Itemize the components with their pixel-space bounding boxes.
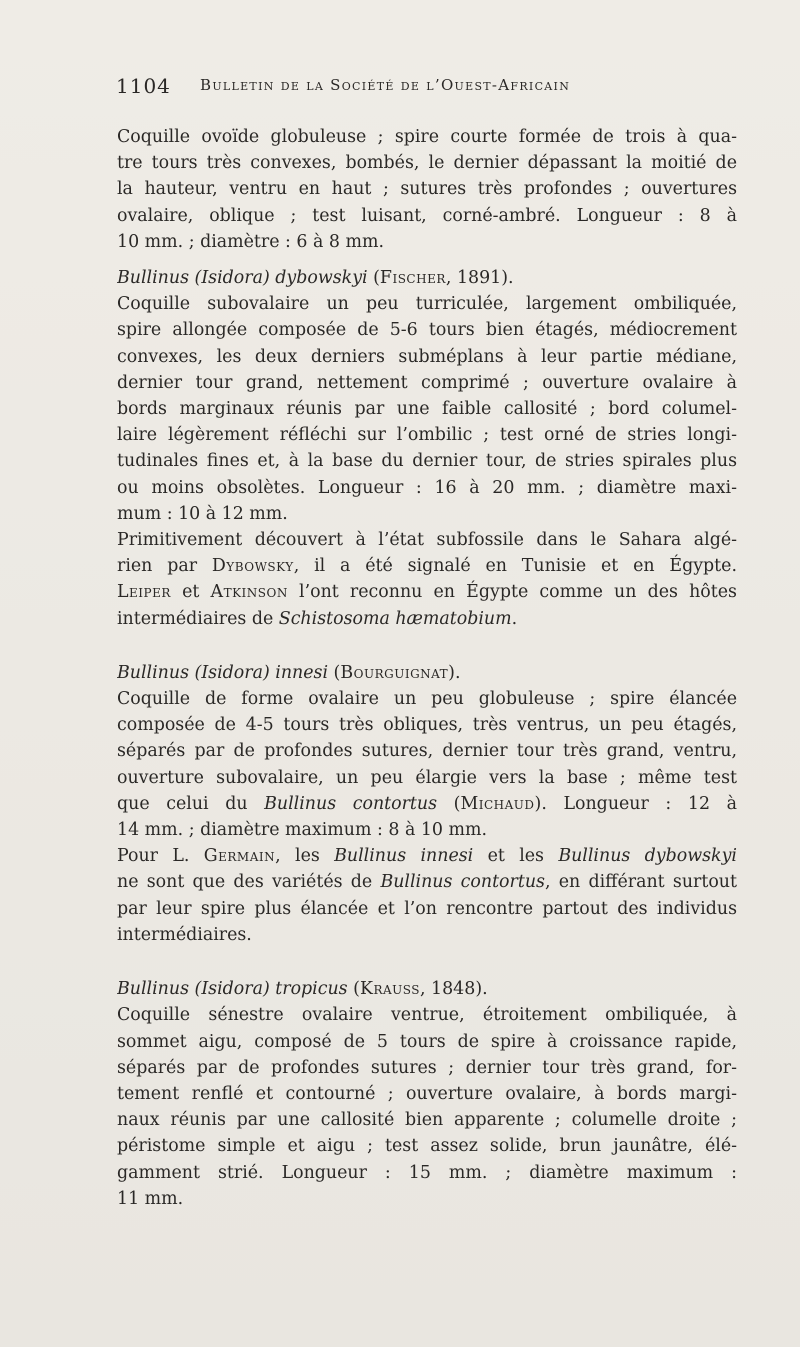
- description-innesi: [117, 686, 737, 843]
- author-name: Dybowsky: [211, 556, 294, 577]
- subgenus: (Isidora): [194, 662, 270, 683]
- text-line: composée de 4-5 tours très obliques, très ventrus, un peu étagés,: [117, 715, 737, 736]
- text-line: tement renflé et contourné ; ouverture ovalaire, à bords margi-: [117, 1083, 737, 1104]
- species-heading-tropicus: Bullinus (Isidora) tropicus (Krauss, 1848).: [117, 979, 488, 1000]
- authority: Krauss: [359, 979, 420, 1000]
- species-name: innesi: [275, 662, 329, 683]
- species-italic: Schistosoma hæmatobium: [278, 608, 512, 629]
- text-line: intermédiaires.: [117, 924, 252, 945]
- running-head: [116, 74, 716, 104]
- text-line: gamment strié. Longueur : 15 mm. ; diamètre maximum :: [117, 1162, 737, 1183]
- text-line: rien par Dybowsky, il a été signalé en Tunisie et en Égypte.: [117, 556, 737, 577]
- text-line: la hauteur, ventru en haut ; sutures très profondes ; ouvertures: [117, 179, 737, 200]
- subgenus: (Isidora): [194, 268, 270, 289]
- text-line: que celui du Bullinus contortus (Michaud). Longueur : 12 à: [117, 793, 737, 814]
- journal-title: Bulletin de la Société de l’Ouest-Africain: [200, 76, 571, 94]
- text-line: naux réunis par une callosité bien apparente ; columelle droite ;: [117, 1110, 737, 1131]
- text-line: tudinales fines et, à la base du dernier tour, de stries spirales plus: [117, 451, 737, 472]
- description-dybowskyi: [117, 291, 737, 527]
- text-line: convexes, les deux derniers subméplans à leur partie médiane,: [117, 346, 737, 367]
- genus: Bullinus: [117, 662, 189, 683]
- text-line: séparés par de profondes sutures, dernier tour très grand, ventru,: [117, 741, 737, 762]
- text-line: dernier tour grand, nettement comprimé ; ouverture ovalaire à: [117, 372, 737, 393]
- author-name: Atkinson: [210, 582, 288, 603]
- species-name: dybowskyi: [275, 268, 368, 289]
- text-line: Coquille ovoïde globuleuse ; spire courte formée de trois à qua-: [117, 127, 737, 147]
- text-line: péristome simple et aigu ; test assez solide, brun jaunâtre, élé-: [117, 1136, 737, 1157]
- species-italic: Bullinus innesi: [334, 846, 474, 867]
- species-name: tropicus: [275, 979, 348, 1000]
- text-line: tre tours très convexes, bombés, le dernier dépassant la moitié de: [117, 153, 737, 174]
- species-italic: Bullinus dybowskyi: [558, 846, 737, 867]
- author-name: Leiper: [117, 582, 171, 603]
- genus: Bullinus: [117, 979, 189, 1000]
- text-line: sommet aigu, composé de 5 tours de spire à croissance rapide,: [117, 1031, 737, 1052]
- text-line: Primitivement découvert à l’état subfossile dans le Sahara algé-: [117, 530, 737, 551]
- text-line: ouverture subovalaire, un peu élargie vers la base ; même test: [117, 767, 737, 788]
- text-line: Pour L. Germain, les Bullinus innesi et les Bullinus dybowskyi: [117, 846, 737, 867]
- note-dybowskyi: [117, 527, 737, 632]
- authority: Fischer: [379, 268, 446, 289]
- species-heading-innesi: Bullinus (Isidora) innesi (Bourguignat).: [117, 662, 461, 683]
- text-line: Coquille subovalaire un peu turriculée, largement ombiliquée,: [117, 294, 737, 315]
- text-line: ou moins obsolètes. Longueur : 16 à 20 mm. ; diamètre maxi-: [117, 477, 737, 498]
- text-line: ovalaire, oblique ; test luisant, corné-ambré. Longueur : 8 à: [117, 205, 737, 226]
- text-line: par leur spire plus élancée et l’on rencontre partout des individus: [117, 898, 737, 919]
- text-line: 11 mm.: [117, 1188, 184, 1209]
- note-innesi: [117, 843, 737, 948]
- subgenus: (Isidora): [194, 979, 270, 1000]
- page-number: 1104: [116, 74, 171, 98]
- text-line: laire légèrement réfléchi sur l’ombilic ; test orné de stries longi-: [117, 425, 737, 446]
- text-line: Leiper et Atkinson l’ont reconnu en Égypte comme un des hôtes: [117, 582, 737, 603]
- text-line: bords marginaux réunis par une faible callosité ; bord columel-: [117, 399, 737, 420]
- text-line: ne sont que des variétés de Bullinus contortus, en différant surtout: [117, 872, 737, 893]
- genus: Bullinus: [117, 268, 189, 289]
- text-line: séparés par de profondes sutures ; dernier tour très grand, for-: [117, 1057, 737, 1078]
- year: ).: [448, 662, 461, 683]
- author-name: Michaud: [460, 793, 535, 814]
- text-line: 14 mm. ; diamètre maximum : 8 à 10 mm.: [117, 820, 488, 841]
- body-text: [117, 124, 737, 1212]
- authority: Bourguignat: [340, 662, 449, 683]
- year: 1891).: [456, 268, 514, 289]
- paragraph-intro: [117, 124, 737, 255]
- text-line: intermédiaires de Schistosoma hæmatobium.: [117, 608, 518, 629]
- text-line: Coquille de forme ovalaire un peu globuleuse ; spire élancée: [117, 689, 737, 710]
- description-tropicus: [117, 1002, 737, 1212]
- species-italic: Bullinus contortus: [264, 793, 438, 814]
- author-name: Germain: [203, 846, 276, 867]
- year: , 1848).: [420, 979, 488, 1000]
- text-line: mum : 10 à 12 mm.: [117, 503, 288, 524]
- text-line: Coquille sénestre ovalaire ventrue, étroitement ombiliquée, à: [117, 1005, 737, 1026]
- species-italic: Bullinus contortus: [380, 872, 545, 893]
- text-line: 10 mm. ; diamètre : 6 à 8 mm.: [117, 231, 385, 252]
- text-line: spire allongée composée de 5-6 tours bien étagés, médiocrement: [117, 320, 737, 341]
- species-heading-dybowskyi: Bullinus (Isidora) dybowskyi (Fischer, 1891).: [117, 268, 514, 289]
